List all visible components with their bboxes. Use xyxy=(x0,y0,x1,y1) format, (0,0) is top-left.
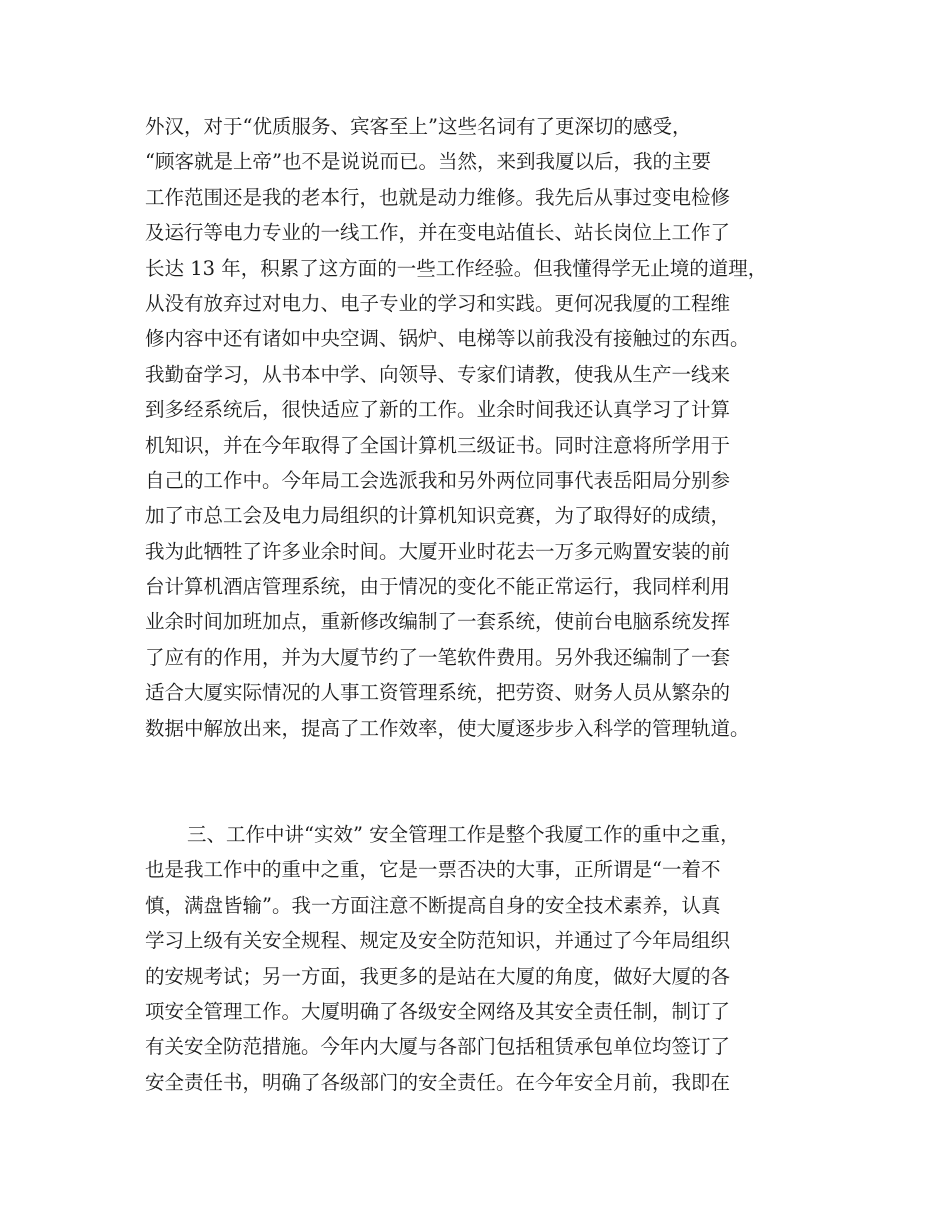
text-line: 机知识，并在今年取得了全国计算机三级证书。同时注意将所学用于 xyxy=(145,433,731,457)
text-line: 从没有放弃过对电力、电子专业的学习和实践。更何况我厦的工程维 xyxy=(145,291,731,315)
text-line: 学习上级有关安全规程、规定及安全防范知识，并通过了今年局组织 xyxy=(145,929,731,953)
paragraph-2 xyxy=(145,817,825,1100)
text-line: 业余时间加班加点，重新修改编制了一套系统，使前台电脑系统发挥 xyxy=(145,610,731,634)
paragraph-1 xyxy=(145,109,825,746)
text-line: 慎，满盘皆输”。我一方面注意不断提高自身的安全技术素养，认真 xyxy=(145,893,721,917)
text-line: 外汉，对于“优质服务、宾客至上”这些名词有了更深切的感受， xyxy=(145,115,692,138)
section-heading-line: 三、工作中讲“实效” 安全管理工作是整个我厦工作的重中之重， xyxy=(187,823,740,846)
text-line: 工作范围还是我的老本行，也就是动力维修。我先后从事过变电检修 xyxy=(145,185,731,209)
text-line: 修内容中还有诸如中央空调、锅炉、电梯等以前我没有接触过的东西。 xyxy=(145,327,750,351)
text-line: 安全责任书，明确了各级部门的安全责任。在今年安全月前，我即在 xyxy=(145,1070,731,1094)
text-line: 有关安全防范措施。今年内大厦与各部门包括租赁承包单位均签订了 xyxy=(145,1035,731,1059)
text-line: 到多经系统后，很快适应了新的工作。业余时间我还认真学习了计算 xyxy=(145,398,731,422)
text-line: 自己的工作中。今年局工会选派我和另外两位同事代表岳阳局分别参 xyxy=(145,468,731,492)
text-line: 加了市总工会及电力局组织的计算机知识竞赛，为了取得好的成绩， xyxy=(145,504,731,528)
text-line: 长达 13 年，积累了这方面的一些工作经验。但我懂得学无止境的道理， xyxy=(145,256,768,280)
text-line: 也是我工作中的重中之重，它是一票否决的大事，正所谓是“一着不 xyxy=(145,858,721,882)
text-line: 项安全管理工作。大厦明确了各级安全网络及其安全责任制，制订了 xyxy=(145,999,731,1023)
text-line: 适合大厦实际情况的人事工资管理系统，把劳资、财务人员从繁杂的 xyxy=(145,681,731,705)
text-line: 及运行等电力专业的一线工作，并在变电站值长、站长岗位上工作了 xyxy=(145,221,731,245)
text-line: 数据中解放出来，提高了工作效率，使大厦逐步步入科学的管理轨道。 xyxy=(145,716,750,740)
text-line: 台计算机酒店管理系统，由于情况的变化不能正常运行，我同样利用 xyxy=(145,575,731,599)
text-line: 了应有的作用，并为大厦节约了一笔软件费用。另外我还编制了一套 xyxy=(145,645,731,669)
text-line: “顾客就是上帝”也不是说说而已。当然，来到我厦以后，我的主要 xyxy=(145,150,711,174)
text-line: 我为此牺牲了许多业余时间。大厦开业时花去一万多元购置安装的前 xyxy=(145,539,731,563)
text-line: 的安规考试；另一方面，我更多的是站在大厦的角度，做好大厦的各 xyxy=(145,964,731,988)
text-line: 我勤奋学习，从书本中学、向领导、专家们请教，使我从生产一线来 xyxy=(145,362,731,386)
